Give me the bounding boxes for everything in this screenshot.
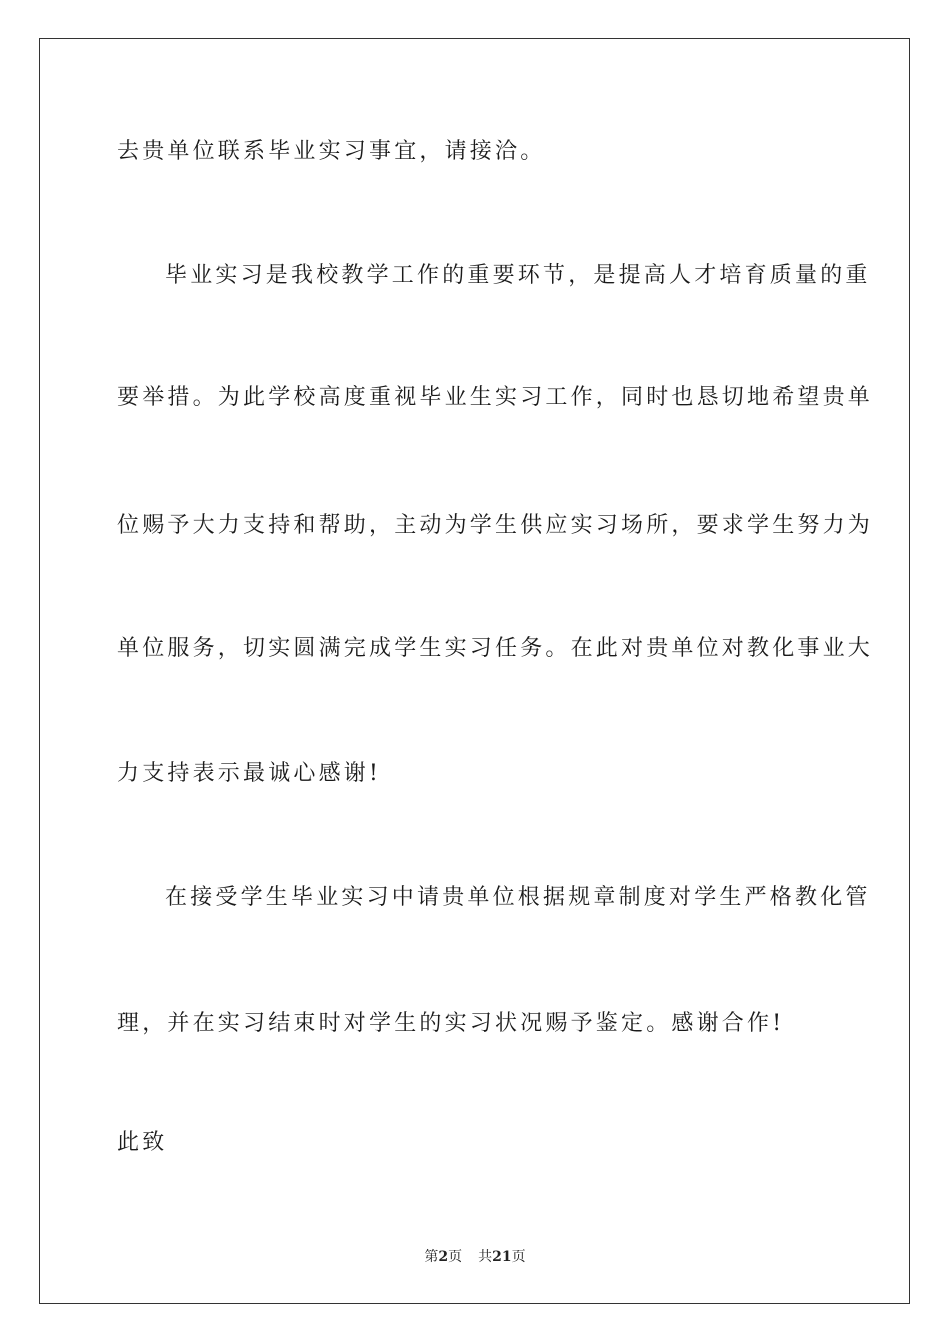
body-line-4: 位赐予大力支持和帮助，主动为学生供应实习场所，要求学生努力为 (117, 513, 874, 538)
closing-salutation: 此致 (117, 1130, 168, 1155)
total-pages-number: 21 (492, 1249, 512, 1265)
page-footer (0, 1247, 950, 1267)
total-prefix: 共 (478, 1249, 493, 1265)
body-line-8: 理，并在实习结束时对学生的实习状况赐予鉴定。感谢合作! (117, 1011, 785, 1036)
page-suffix: 页 (448, 1249, 463, 1265)
page-border (39, 38, 910, 1304)
total-suffix: 页 (511, 1249, 526, 1265)
current-page-number: 2 (438, 1249, 449, 1265)
body-line-1: 去贵单位联系毕业实习事宜，请接洽。 (117, 139, 546, 164)
body-line-3: 要举措。为此学校高度重视毕业生实习工作，同时也恳切地希望贵单 (117, 385, 874, 410)
body-line-5: 单位服务，切实圆满完成学生实习任务。在此对贵单位对教化事业大 (117, 636, 874, 661)
page-prefix: 第 (424, 1249, 439, 1265)
body-line-2: 毕业实习是我校教学工作的重要环节，是提高人才培育质量的重 (165, 263, 871, 288)
body-line-7: 在接受学生毕业实习中请贵单位根据规章制度对学生严格教化管 (165, 885, 871, 910)
body-line-6: 力支持表示最诚心感谢! (117, 761, 382, 786)
